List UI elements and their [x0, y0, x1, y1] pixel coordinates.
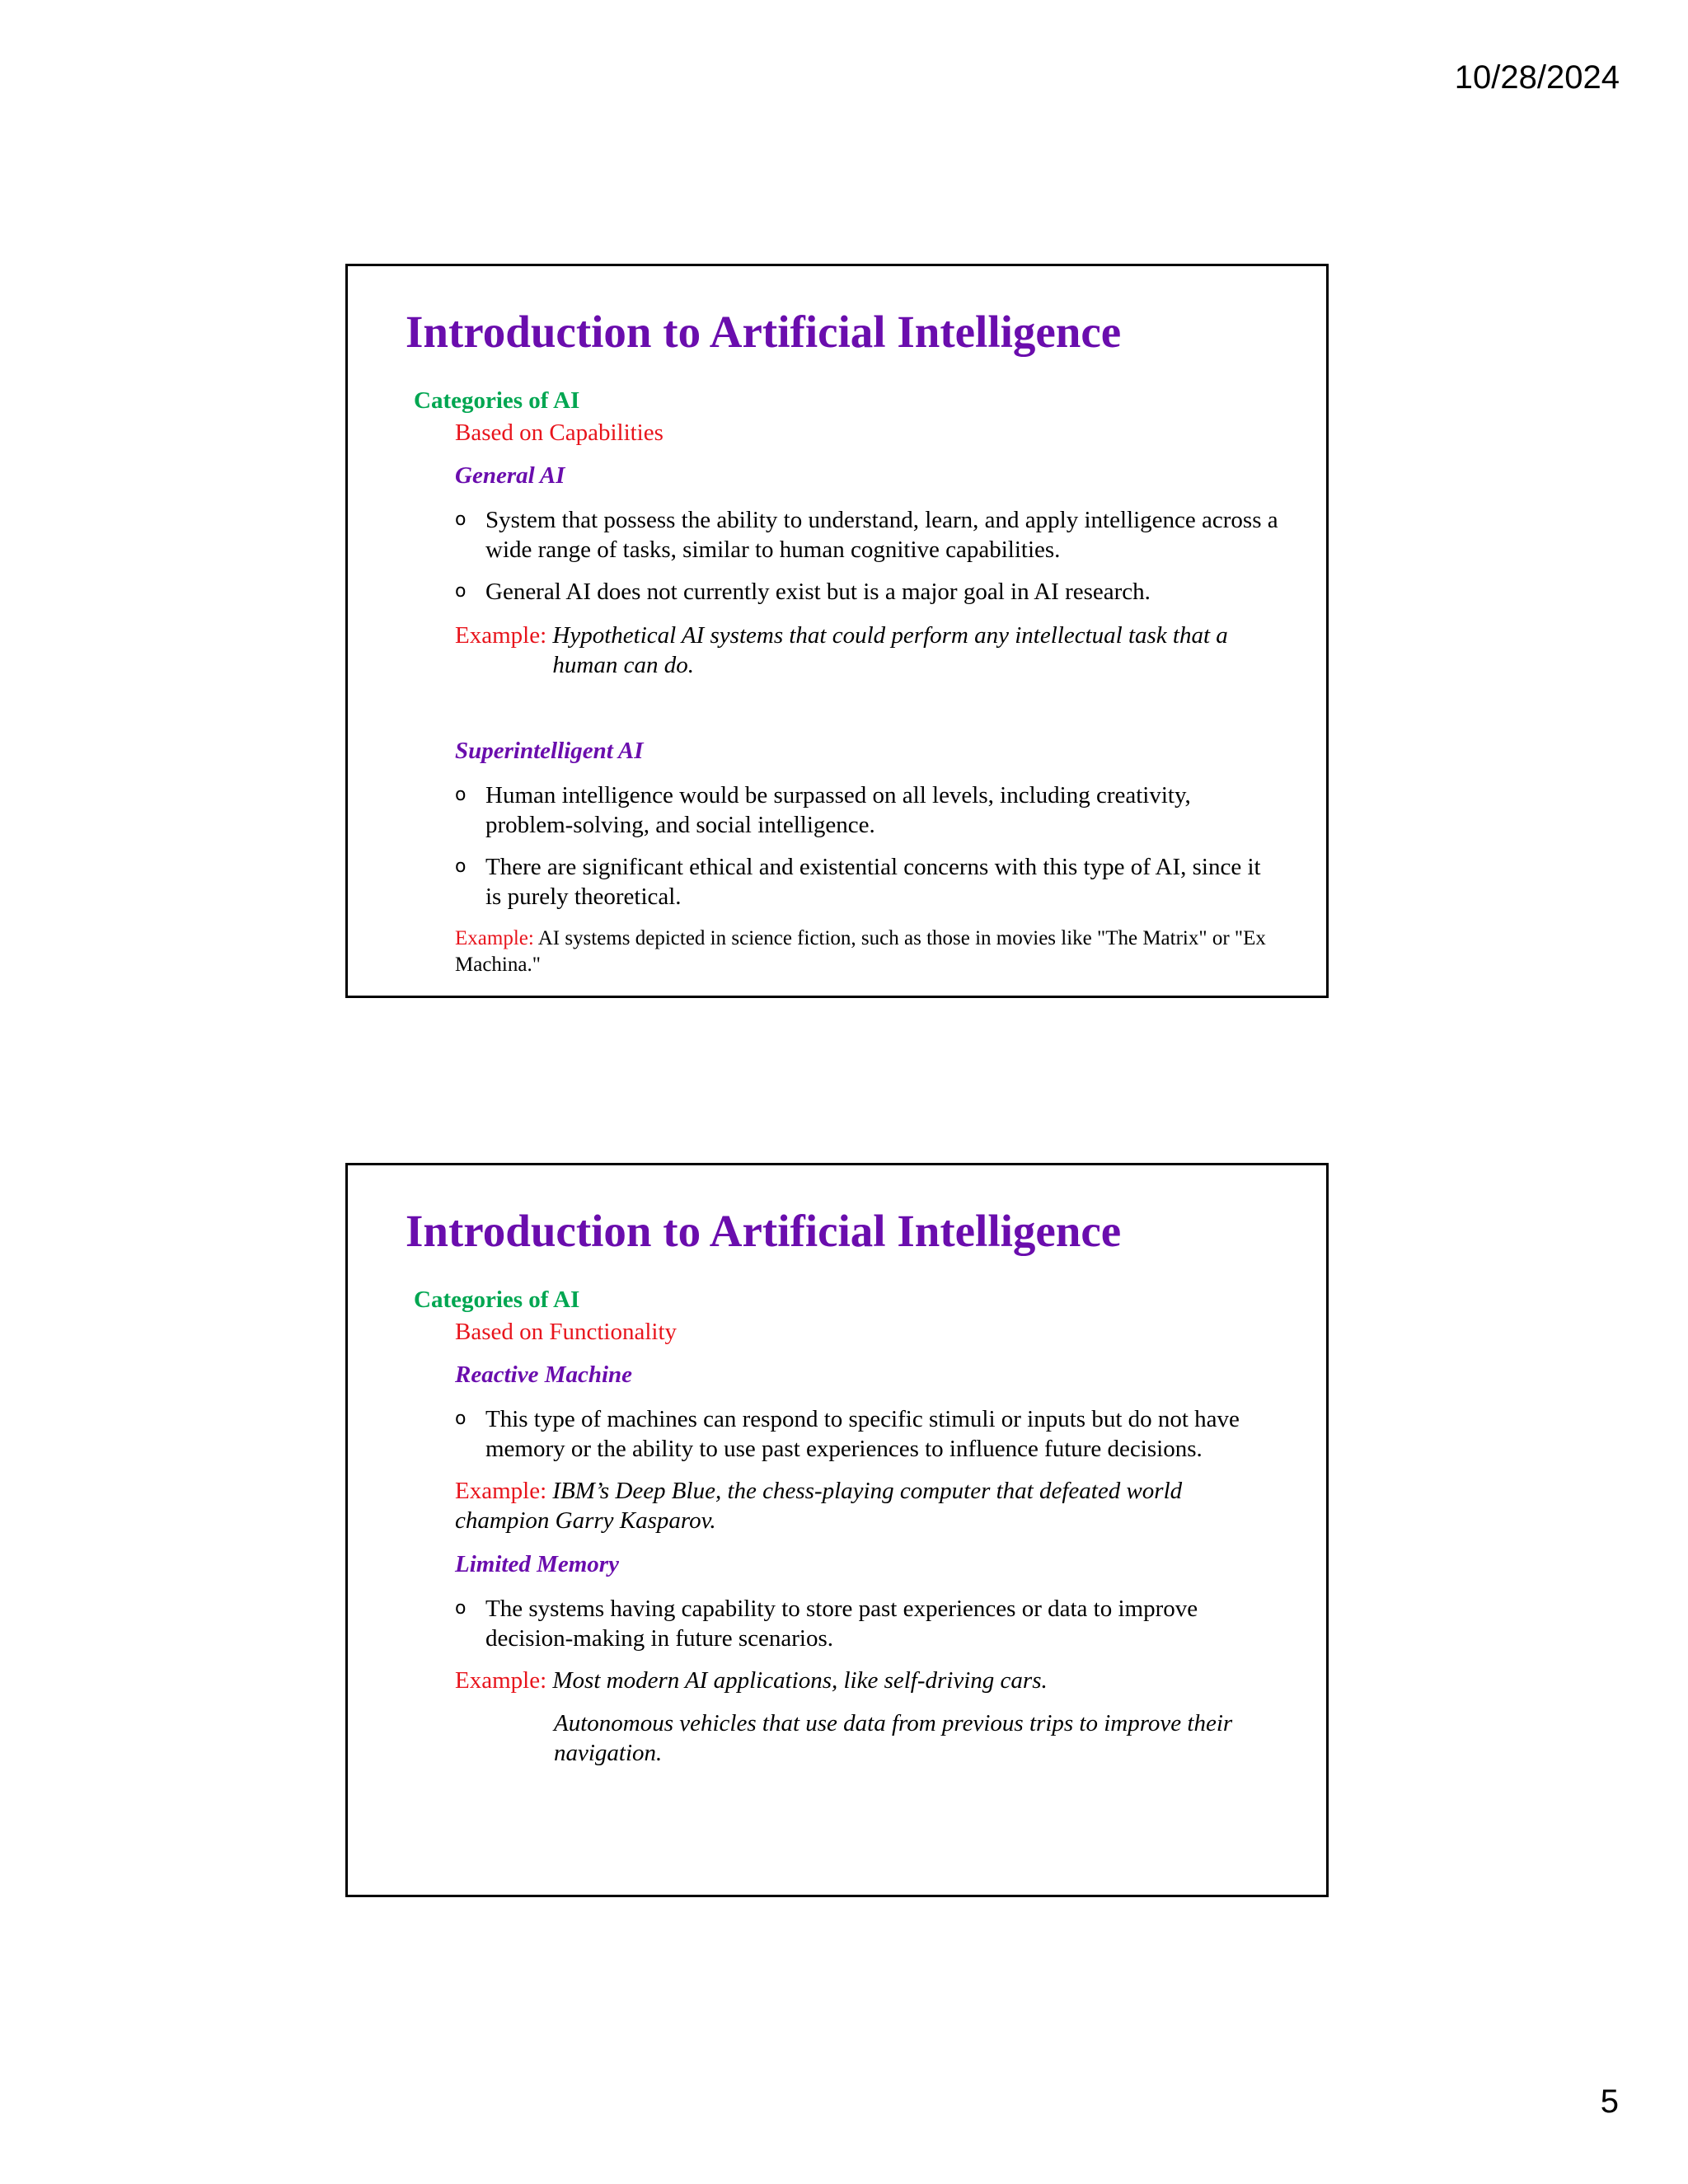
- topic-general-ai: General AI: [455, 462, 565, 489]
- list-item: o The systems having capability to store past experiences or data to improve decision-making in future scenarios.: [455, 1596, 1198, 1652]
- slide-title: Introduction to Artificial Intelligence: [406, 307, 1122, 357]
- example-text: Hypothetical AI systems that could perform any intellectual task that a human can do.: [552, 622, 1228, 678]
- bullet-circle-icon: o: [455, 1408, 467, 1429]
- topic-reactive-machine: Reactive Machine: [455, 1361, 633, 1388]
- example-text: AI systems depicted in science fiction, such as those in movies like "The Matrix" or "Ex Machina.": [455, 927, 1266, 976]
- bullet-circle-icon: o: [455, 856, 467, 877]
- subheading: Based on Capabilities: [455, 419, 663, 446]
- example-label: Example:: [455, 1667, 547, 1694]
- example-label: Example:: [455, 1478, 547, 1504]
- example-superintelligent-ai: [455, 926, 1296, 978]
- example-text: Most modern AI applications, like self-driving cars.: [552, 1667, 1048, 1694]
- date-header: 10/28/2024: [1454, 59, 1620, 96]
- example-label: Example:: [455, 927, 534, 949]
- topic-superintelligent-ai: Superintelligent AI: [455, 738, 644, 764]
- example-limited-memory: [455, 1666, 1048, 1695]
- slide-functionality: [345, 1163, 1329, 1897]
- example-label: Example:: [455, 622, 547, 649]
- example-limited-memory-detail: Autonomous vehicles that use data from previous trips to improve their navigation.: [554, 1710, 1233, 1766]
- bullet-circle-icon: o: [455, 1598, 467, 1619]
- example-reactive-machine: [455, 1476, 1279, 1535]
- topic-limited-memory: Limited Memory: [455, 1551, 619, 1577]
- bullet-circle-icon: o: [455, 581, 467, 602]
- list-item: o General AI does not currently exist but is a major goal in AI research.: [455, 579, 1151, 605]
- slide-capabilities: [345, 264, 1329, 998]
- list-item: o There are significant ethical and existential concerns with this type of AI, since it is purely theoretical.: [455, 854, 1261, 910]
- bullet-circle-icon: o: [455, 785, 467, 805]
- list-item: o Human intelligence would be surpassed on all levels, including creativity, problem-solving, and social intelligence.: [455, 782, 1191, 838]
- example-general-ai: [455, 621, 1269, 680]
- subheading: Based on Functionality: [455, 1319, 678, 1345]
- page-number: 5: [1600, 2083, 1619, 2120]
- example-text: IBM’s Deep Blue, the chess-playing computer that defeated world champion Garry Kasparov.: [455, 1478, 1183, 1534]
- bullet-circle-icon: o: [455, 509, 467, 530]
- section-heading: Categories of AI: [414, 1286, 580, 1313]
- list-item: o This type of machines can respond to specific stimuli or inputs but do not have memory or the ability to use past experiences to influence future decisions.: [455, 1406, 1240, 1462]
- section-heading: Categories of AI: [414, 387, 580, 414]
- list-item: o System that possess the ability to understand, learn, and apply intelligence across a wide range of tasks, similar to human cognitive capabilities.: [455, 507, 1278, 563]
- slide-title: Introduction to Artificial Intelligence: [406, 1206, 1122, 1256]
